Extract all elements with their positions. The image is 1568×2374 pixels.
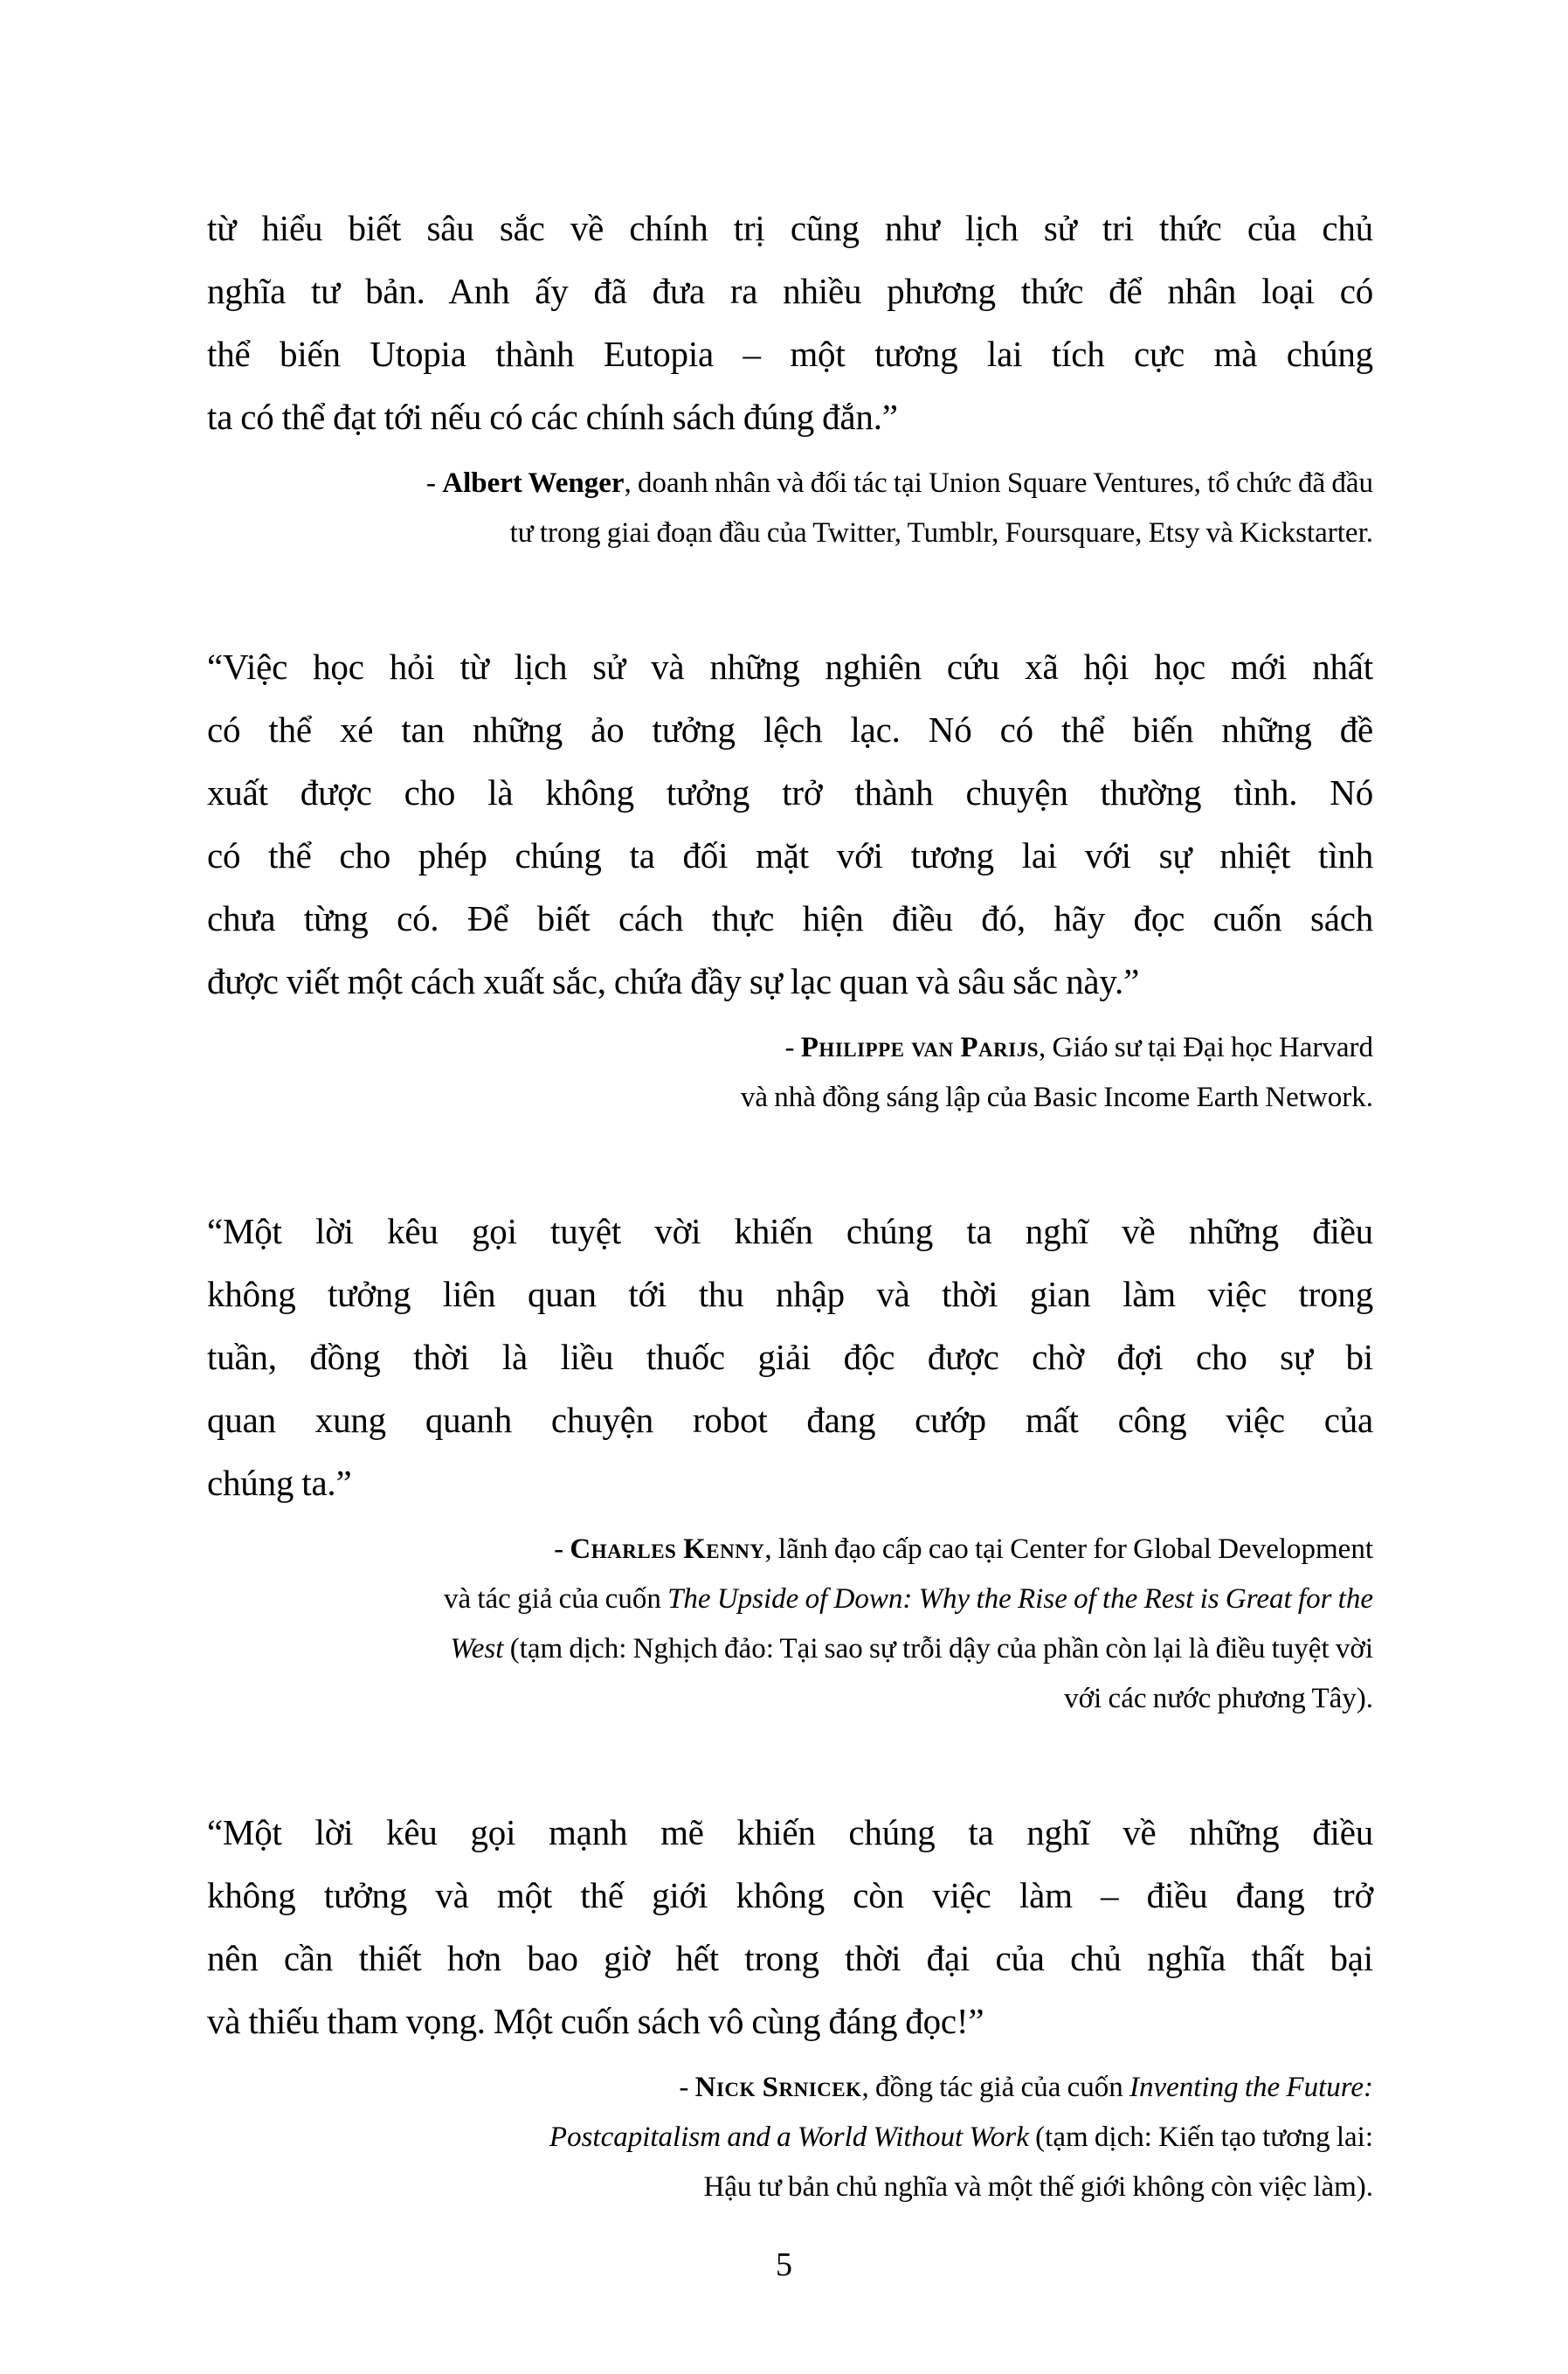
attribution-text: , lãnh đạo cấp cao tại Center for Global Development [764, 1533, 1373, 1565]
quote-line: xuất được cho là không tưởng trở thành chuyện thường tình. Nó [207, 772, 1373, 813]
attribution-text: tư trong giai đoạn đầu của Twitter, Tumblr, Foursquare, Etsy và Kickstarter. [509, 517, 1373, 549]
author-name: Nick Srnicek [694, 2072, 862, 2103]
attribution-text: , doanh nhân và đối tác tại Union Square Ventures, tổ chức đã đầu [624, 467, 1373, 499]
attribution-line [207, 509, 1373, 558]
author-name: Philippe van Parijs [800, 1032, 1039, 1063]
attribution [207, 1525, 1373, 1724]
attribution-line [207, 2063, 1373, 2113]
book-title: The Upside of Down: Why the Rise of the Rest is Great for the [667, 1583, 1373, 1615]
book-title: Inventing the Future: [1129, 2072, 1373, 2103]
quote-line: được viết một cách xuất sắc, chứa đầy sự lạc quan và sâu sắc này.” [207, 961, 1140, 1001]
quote-line: có thể cho phép chúng ta đối mặt với tương lai với sự nhiệt tình [207, 835, 1373, 876]
quote-block [207, 1200, 1373, 1514]
attribution-text: , Giáo sư tại Đại học Harvard [1038, 1032, 1373, 1063]
quote-line: quan xung quanh chuyện robot đang cướp mất công việc của [207, 1400, 1373, 1440]
book-title: Postcapitalism and a World Without Work [549, 2121, 1029, 2153]
quote-block [207, 1801, 1373, 2052]
attribution-line [207, 459, 1373, 509]
attribution-text: - [784, 1032, 801, 1063]
quote-line: nghĩa tư bản. Anh ấy đã đưa ra nhiều phương thức để nhân loại có [207, 271, 1373, 311]
quote-line: chúng ta.” [207, 1463, 352, 1503]
attribution-text: , đồng tác giả của cuốn [861, 2072, 1129, 2103]
attribution-text: Hậu tư bản chủ nghĩa và một thế giới không còn việc làm). [703, 2171, 1373, 2203]
quote-block [207, 635, 1373, 1013]
attribution-line [207, 1674, 1373, 1724]
quote-line: không tưởng và một thế giới không còn việc làm – điều đang trở [207, 1875, 1373, 1915]
quote-line: và thiếu tham vọng. Một cuốn sách vô cùng đáng đọc!” [207, 2001, 984, 2041]
page-number: 5 [776, 2246, 792, 2283]
quote-line: nên cần thiết hơn bao giờ hết trong thời đại của chủ nghĩa thất bại [207, 1938, 1373, 1978]
attribution-line [207, 1624, 1373, 1674]
attribution-line [207, 1525, 1373, 1575]
quote-line: “Một lời kêu gọi tuyệt vời khiến chúng ta nghĩ về những điều [207, 1211, 1373, 1251]
quote-line: ta có thể đạt tới nếu có các chính sách đúng đắn.” [207, 397, 898, 437]
quote-line: “Việc học hỏi từ lịch sử và những nghiên cứu xã hội học mới nhất [207, 647, 1373, 687]
attribution-text: - [426, 467, 443, 499]
quote-line: từ hiểu biết sâu sắc về chính trị cũng như lịch sử tri thức của chủ [207, 208, 1373, 248]
author-name: Albert Wenger [442, 467, 625, 499]
quote-block [207, 197, 1373, 448]
book-title: West [450, 1633, 504, 1665]
quote-line: thể biến Utopia thành Eutopia – một tương lai tích cực mà chúng [207, 334, 1373, 374]
attribution-line [207, 1073, 1373, 1123]
quote-line: chưa từng có. Để biết cách thực hiện điều đó, hãy đọc cuốn sách [207, 898, 1373, 938]
attribution-line [207, 2163, 1373, 2212]
attribution-text: với các nước phương Tây). [1064, 1683, 1373, 1714]
quote-line: tuần, đồng thời là liều thuốc giải độc được chờ đợi cho sự bi [207, 1337, 1373, 1377]
attribution [207, 459, 1373, 558]
attribution-line [207, 1023, 1373, 1073]
attribution [207, 2063, 1373, 2212]
attribution-line [207, 2113, 1373, 2163]
quote-line: có thể xé tan những ảo tưởng lệch lạc. Nó có thể biến những đề [207, 709, 1373, 750]
attribution-text: và nhà đồng sáng lập của Basic Income Earth Network. [740, 1082, 1373, 1113]
attribution-text: (tạm dịch: Kiến tạo tương lai: [1028, 2121, 1373, 2153]
attribution-text: - [679, 2072, 695, 2103]
attribution [207, 1023, 1373, 1123]
quote-line: “Một lời kêu gọi mạnh mẽ khiến chúng ta nghĩ về những điều [207, 1812, 1373, 1852]
attribution-text: và tác giả của cuốn [443, 1583, 668, 1615]
attribution-text: (tạm dịch: Nghịch đảo: Tại sao sự trỗi dậy của phần còn lại là điều tuyệt vời [503, 1633, 1373, 1665]
attribution-line [207, 1575, 1373, 1624]
quote-line: không tưởng liên quan tới thu nhập và thời gian làm việc trong [207, 1274, 1373, 1314]
attribution-text: - [554, 1533, 570, 1565]
author-name: Charles Kenny [570, 1533, 765, 1565]
